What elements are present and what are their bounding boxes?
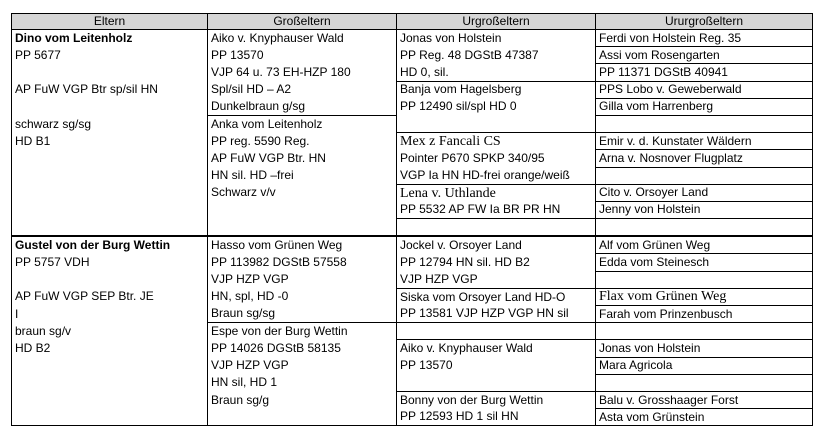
table-row: [12, 201, 813, 218]
pedigree-cell: PP 113982 DGStB 57558: [208, 254, 397, 271]
pedigree-cell: PP 13570: [208, 47, 397, 64]
table-row: [12, 167, 813, 184]
pedigree-cell: PP 5757 VDH: [12, 254, 208, 271]
table-row: [12, 98, 813, 115]
pedigree-cell: Dunkelbraun g/sg: [208, 98, 397, 115]
table-row: [12, 409, 813, 426]
pedigree-cell: Flax vom Grünen Weg: [596, 288, 813, 305]
pedigree-cell: VGP Ia HN HD-frei orange/weiß: [397, 167, 596, 184]
pedigree-cell: [596, 323, 813, 340]
table-row: [12, 133, 813, 150]
pedigree-cell: PP 12593 HD 1 sil HN: [397, 409, 596, 426]
table-row: [12, 271, 813, 288]
pedigree-table: [11, 13, 813, 426]
pedigree-cell: PP 12794 HN sil. HD B2: [397, 254, 596, 271]
pedigree-cell: PP 14026 DGStB 58135: [208, 340, 397, 357]
pedigree-cell: [596, 167, 813, 184]
pedigree-cell: HD 0, sil.: [397, 64, 596, 81]
table-row: [12, 340, 813, 357]
header-great-great-grandparents: Ururgroßeltern: [596, 14, 813, 30]
pedigree-cell: [397, 374, 596, 391]
table-row: [12, 323, 813, 340]
pedigree-cell: PP 11371 DGStB 40941: [596, 64, 813, 81]
pedigree-cell: Schwarz v/v: [208, 184, 397, 201]
pedigree-cell: [12, 201, 208, 218]
header-row: [12, 14, 813, 30]
pedigree-cell: Jonas von Holstein: [397, 30, 596, 47]
pedigree-cell: Emir v. d. Kunstater Wäldern: [596, 133, 813, 150]
table-row: [12, 288, 813, 305]
table-row: [12, 236, 813, 254]
pedigree-cell: AP FuW VGP Btr sp/sil HN: [12, 81, 208, 98]
pedigree-cell: Cito v. Orsoyer Land: [596, 184, 813, 201]
table-row: [12, 254, 813, 271]
pedigree-cell: [397, 323, 596, 340]
table-row: [12, 357, 813, 374]
pedigree-cell: PP 13581 VJP HZP VGP HN sil: [397, 306, 596, 323]
table-row: [12, 391, 813, 408]
pedigree-cell: [12, 409, 208, 426]
pedigree-cell: HN, spl, HD -0: [208, 288, 397, 305]
pedigree-cell: Ferdi von Holstein Reg. 35: [596, 30, 813, 47]
table-row: [12, 150, 813, 167]
table-row: [12, 115, 813, 132]
pedigree-cell: HN sil. HD –frei: [208, 167, 397, 184]
pedigree-cell: Dino vom Leitenholz: [12, 30, 208, 47]
pedigree-cell: Banja vom Hagelsberg: [397, 81, 596, 98]
pedigree-cell: HD B2: [12, 340, 208, 357]
pedigree-cell: Braun sg/sg: [208, 306, 397, 323]
table-row: [12, 81, 813, 98]
pedigree-cell: AP FuW VGP Btr. HN: [208, 150, 397, 167]
pedigree-cell: PP reg. 5590 Reg.: [208, 133, 397, 150]
pedigree-cell: [208, 219, 397, 237]
pedigree-cell: PP 13570: [397, 357, 596, 374]
pedigree-cell: [12, 98, 208, 115]
header-great-grandparents: Urgroßeltern: [397, 14, 596, 30]
pedigree-cell: Jonas von Holstein: [596, 340, 813, 357]
pedigree-cell: Arna v. Nosnover Flugplatz: [596, 150, 813, 167]
table-row: [12, 374, 813, 391]
pedigree-cell: Assi vom Rosengarten: [596, 47, 813, 64]
table-row: [12, 219, 813, 237]
pedigree-cell: Jenny von Holstein: [596, 201, 813, 218]
pedigree-cell: Farah vom Prinzenbusch: [596, 306, 813, 323]
pedigree-cell: [12, 219, 208, 237]
table-row: [12, 30, 813, 47]
pedigree-cell: VJP HZP VGP: [208, 271, 397, 288]
pedigree-cell: [12, 184, 208, 201]
pedigree-cell: AP FuW VGP SEP Btr. JE: [12, 288, 208, 305]
pedigree-cell: [596, 271, 813, 288]
table-row: [12, 47, 813, 64]
pedigree-cell: [397, 115, 596, 132]
pedigree-cell: Spl/sil HD – A2: [208, 81, 397, 98]
pedigree-cell: Jockel v. Orsoyer Land: [397, 236, 596, 254]
pedigree-cell: [12, 391, 208, 408]
pedigree-cell: PPS Lobo v. Geweberwald: [596, 81, 813, 98]
pedigree-cell: Balu v. Grosshaager Forst: [596, 391, 813, 408]
pedigree-cell: [12, 64, 208, 81]
pedigree-cell: HD B1: [12, 133, 208, 150]
table-row: [12, 306, 813, 323]
pedigree-cell: Gilla vom Harrenberg: [596, 98, 813, 115]
pedigree-cell: schwarz sg/sg: [12, 115, 208, 132]
pedigree-cell: Aiko v. Knyphauser Wald: [397, 340, 596, 357]
pedigree-cell: [12, 271, 208, 288]
pedigree-cell: [596, 219, 813, 237]
pedigree-cell: [397, 219, 596, 237]
pedigree-cell: Espe von der Burg Wettin: [208, 323, 397, 340]
pedigree-cell: Siska vom Orsoyer Land HD-O: [397, 288, 596, 305]
pedigree-cell: [208, 201, 397, 218]
table-row: [12, 184, 813, 201]
pedigree-cell: PP 5532 AP FW Ia BR PR HN: [397, 201, 596, 218]
pedigree-cell: PP 5677: [12, 47, 208, 64]
pedigree-cell: braun sg/v: [12, 323, 208, 340]
pedigree-cell: Edda vom Steinesch: [596, 254, 813, 271]
pedigree-cell: [12, 357, 208, 374]
pedigree-cell: PP Reg. 48 DGStB 47387: [397, 47, 596, 64]
pedigree-cell: I: [12, 306, 208, 323]
header-parents: Eltern: [12, 14, 208, 30]
pedigree-cell: [596, 115, 813, 132]
pedigree-cell: VJP HZP VGP: [397, 271, 596, 288]
pedigree-cell: Aiko v. Knyphauser Wald: [208, 30, 397, 47]
pedigree-cell: Mara Agricola: [596, 357, 813, 374]
pedigree-cell: Hasso vom Grünen Weg: [208, 236, 397, 254]
pedigree-cell: [208, 409, 397, 426]
pedigree-cell: [12, 150, 208, 167]
pedigree-cell: Mex z Fancali CS: [397, 133, 596, 150]
pedigree-cell: Bonny von der Burg Wettin: [397, 391, 596, 408]
pedigree-cell: Alf vom Grünen Weg: [596, 236, 813, 254]
pedigree-cell: Braun sg/g: [208, 391, 397, 408]
pedigree-cell: VJP 64 u. 73 EH-HZP 180: [208, 64, 397, 81]
pedigree-cell: [12, 167, 208, 184]
pedigree-cell: HN sil, HD 1: [208, 374, 397, 391]
pedigree-cell: PP 12490 sil/spl HD 0: [397, 98, 596, 115]
pedigree-cell: VJP HZP VGP: [208, 357, 397, 374]
table-row: [12, 64, 813, 81]
pedigree-cell: Anka vom Leitenholz: [208, 115, 397, 132]
pedigree-cell: Lena v. Uthlande: [397, 184, 596, 201]
pedigree-cell: Asta vom Grünstein: [596, 409, 813, 426]
header-grandparents: Großeltern: [208, 14, 397, 30]
pedigree-cell: Gustel von der Burg Wettin: [12, 236, 208, 254]
pedigree-cell: [12, 374, 208, 391]
pedigree-cell: Pointer P670 SPKP 340/95: [397, 150, 596, 167]
pedigree-cell: [596, 374, 813, 391]
